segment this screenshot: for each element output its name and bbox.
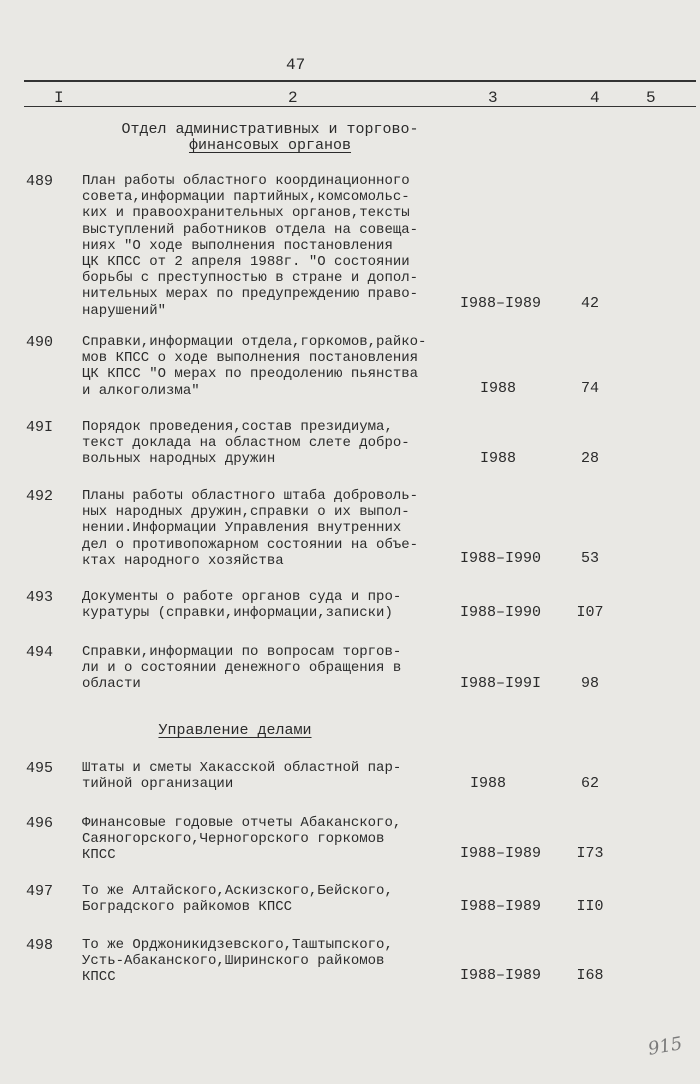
section-heading-business-administration — [140, 723, 330, 739]
column-header-1: I — [54, 89, 64, 107]
entry-description — [82, 760, 482, 792]
entry-number: 490 — [26, 334, 54, 351]
entry-sheet-count: II0 — [576, 898, 604, 915]
section-heading-line: Отдел административных и торгово- — [121, 121, 419, 138]
section-heading-line: Управление делами — [158, 722, 312, 739]
description-line: куратуры (справки,информации,записки) — [82, 605, 393, 622]
description-line: Порядок проведения,состав президиума, — [82, 419, 393, 435]
entry-description — [82, 173, 482, 319]
entry-years: I988 — [480, 450, 517, 467]
column-header-4: 4 — [590, 89, 600, 107]
entry-sheet-count: I73 — [576, 845, 604, 862]
description-line: вольных народных дружин — [82, 451, 276, 468]
entry-sheet-count: 28 — [580, 450, 599, 467]
description-line: Справки,информации отдела,горкомов,райко- — [82, 334, 427, 350]
entry-number: 493 — [26, 589, 54, 606]
entry-years: I988–I989 — [460, 845, 542, 862]
description-line: борьбы с преступностью в стране и допол- — [82, 270, 419, 287]
entry-years: I988–I990 — [460, 550, 542, 567]
entry-years: I988–I989 — [460, 898, 542, 915]
entry-number: 492 — [26, 488, 54, 505]
section-heading-line: финансовых органов — [188, 137, 352, 154]
entry-sheet-count: 98 — [580, 675, 599, 692]
description-line: Боградского райкомов КПСС — [82, 899, 293, 916]
description-line: нарушений" — [82, 302, 167, 319]
column-header-5: 5 — [646, 89, 656, 107]
description-line: нительных мерах по предупреждению право- — [82, 286, 419, 303]
description-line: области — [82, 676, 141, 693]
entry-sheet-count: 42 — [580, 295, 599, 312]
section-heading-admin-trade-finance — [100, 122, 440, 154]
entry-description — [82, 334, 482, 399]
description-line: Планы работы областного штаба доброволь- — [82, 488, 419, 504]
description-line: КПСС — [82, 969, 116, 986]
entry-description — [82, 644, 482, 693]
description-line: нении.Информации Управления внутренних — [82, 520, 402, 537]
entry-number: 498 — [26, 937, 54, 954]
description-line: То же Алтайского,Аскизского,Бейского, — [82, 883, 393, 899]
entry-description — [82, 488, 482, 569]
entry-description — [82, 937, 482, 986]
description-line: ниях "О ходе выполнения постановления — [82, 237, 393, 254]
description-line: Документы о работе органов суда и про- — [82, 589, 402, 605]
description-line: тийной организации — [82, 776, 234, 793]
column-header-3: 3 — [488, 89, 498, 107]
description-line: ли и о состоянии денежного обращения в — [82, 660, 402, 677]
entry-years: I988–I989 — [460, 295, 542, 312]
header-top-rule — [24, 80, 696, 82]
entry-number: 496 — [26, 815, 54, 832]
page-number: 47 — [286, 56, 306, 74]
description-line: выступлений работников отдела на совеща- — [82, 221, 419, 238]
entry-number: 494 — [26, 644, 54, 661]
entry-sheet-count: 74 — [580, 380, 599, 397]
description-line: текст доклада на областном слете добро- — [82, 435, 410, 452]
handwritten-folio-number: 915 — [646, 1033, 684, 1060]
entry-sheet-count: 62 — [580, 775, 599, 792]
description-line: ктах народного хозяйства — [82, 552, 284, 569]
description-line: и алкоголизма" — [82, 382, 200, 399]
column-header-2: 2 — [288, 89, 298, 107]
entry-years: I988–I990 — [460, 604, 542, 621]
entry-description — [82, 589, 482, 621]
description-line: Усть-Абаканского,Ширинского райкомов — [82, 953, 385, 970]
description-line: дел о противопожарном состоянии на объе- — [82, 536, 419, 553]
description-line: То же Орджоникидзевского,Таштыпского, — [82, 937, 393, 953]
description-line: ных народных дружин,справки о их выпол- — [82, 504, 410, 521]
entry-number: 489 — [26, 173, 54, 190]
description-line: Саяногорского,Черногорского горкомов — [82, 831, 385, 848]
entry-years: I988 — [470, 775, 507, 792]
description-line: Штаты и сметы Хакасской областной пар- — [82, 760, 402, 776]
entry-sheet-count: I68 — [576, 967, 604, 984]
entry-sheet-count: 53 — [580, 550, 599, 567]
description-line: ЦК КПСС от 2 апреля 1988г. "О состоянии — [82, 254, 410, 271]
description-line: мов КПСС о ходе выполнения постановления — [82, 350, 419, 367]
entry-description — [82, 883, 482, 915]
entry-years: I988–I989 — [460, 967, 542, 984]
entry-number: 49I — [26, 419, 54, 436]
description-line: План работы областного координационного — [82, 173, 410, 189]
description-line: Справки,информации по вопросам торгов- — [82, 644, 402, 660]
description-line: совета,информации партийных,комсомольс- — [82, 189, 410, 206]
entry-number: 497 — [26, 883, 54, 900]
description-line: КПСС — [82, 847, 116, 864]
description-line: Финансовые годовые отчеты Абаканского, — [82, 815, 402, 831]
entry-years: I988–I99I — [460, 675, 542, 692]
entry-description — [82, 419, 482, 468]
header-bottom-rule — [24, 106, 696, 107]
entry-description — [82, 815, 482, 864]
entry-sheet-count: I07 — [576, 604, 604, 621]
description-line: ЦК КПСС "О мерах по преодолению пьянства — [82, 366, 419, 383]
entry-years: I988 — [480, 380, 517, 397]
entry-number: 495 — [26, 760, 54, 777]
description-line: ких и правоохранительных органов,тексты — [82, 205, 410, 222]
